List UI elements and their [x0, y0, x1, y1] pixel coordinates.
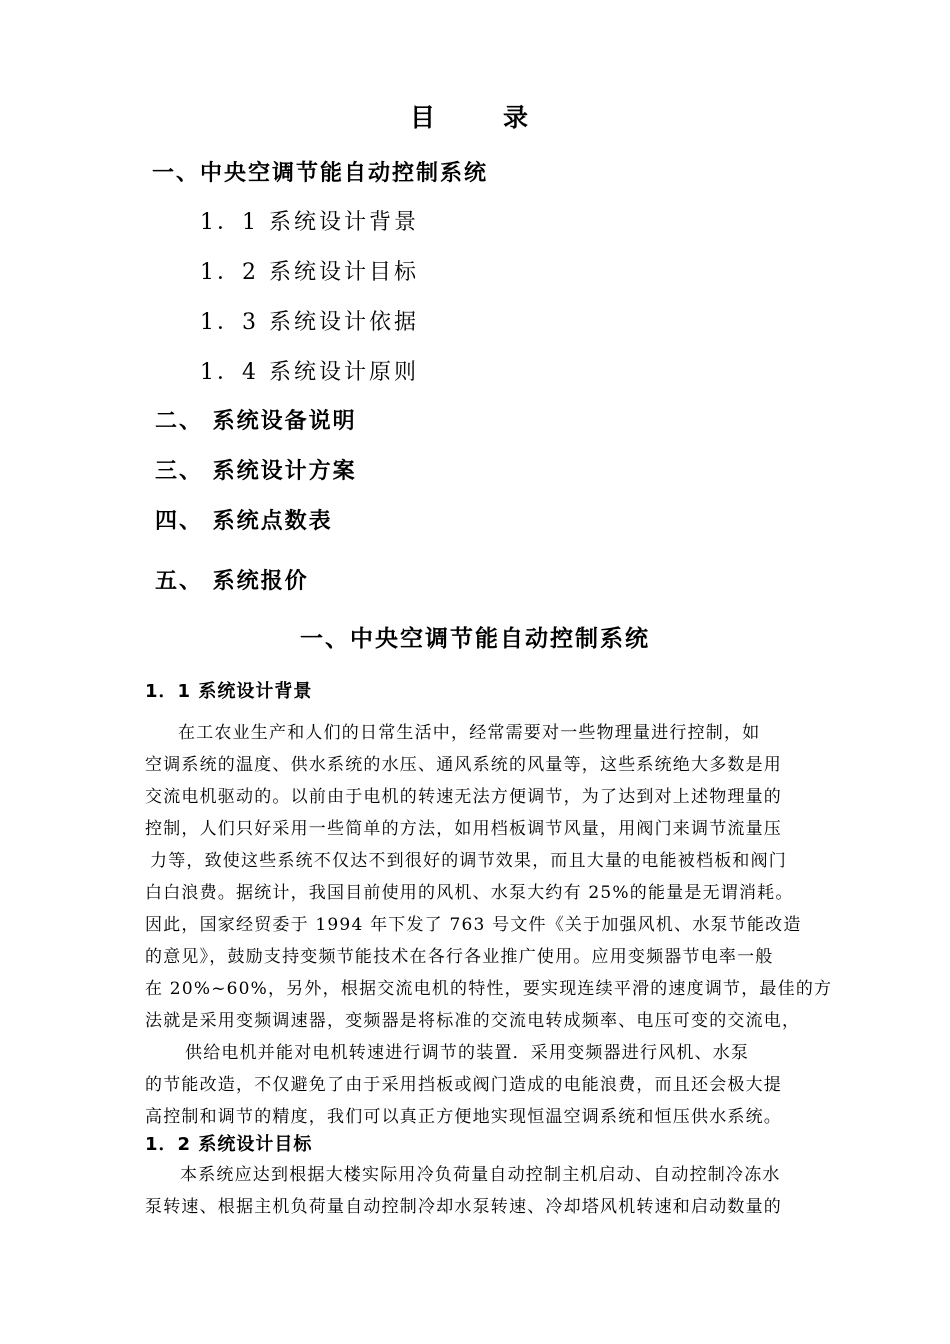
- toc-item-chapter-3: 三、 系统设计方案: [155, 459, 357, 484]
- paragraph-line: 控制，人们只好采用一些简单的方法，如用档板调节风量，用阀门来调节流量压: [145, 819, 782, 839]
- paragraph-line: 交流电机驱动的。以前由于电机的转速无法方便调节，为了达到对上述物理量的: [145, 787, 782, 807]
- paragraph-line: 的节能改造，不仅避免了由于采用挡板或阀门造成的电能浪费，而且还会极大提: [145, 1075, 782, 1095]
- paragraph-line: 本系统应达到根据大楼实际用冷负荷量自动控制主机启动、自动控制冷冻水: [180, 1165, 781, 1185]
- toc-item-1-2: 1．2 系统设计目标: [200, 260, 419, 285]
- paragraph-line: 白白浪费。据统计，我国目前使用的风机、水泵大约有 25%的能量是无谓消耗。: [145, 883, 794, 903]
- toc-item-1-3: 1．3 系统设计依据: [200, 310, 419, 335]
- paragraph-line: 在工农业生产和人们的日常生活中，经常需要对一些物理量进行控制，如: [178, 723, 761, 743]
- subsection-title-1-2: 1．2 系统设计目标: [145, 1134, 313, 1155]
- paragraph-line: 法就是采用变频调速器，变频器是将标准的交流电转成频率、电压可变的交流电，: [145, 1011, 801, 1031]
- paragraph-line: 泵转速、根据主机负荷量自动控制冷却水泵转速、冷却塔风机转速和启动数量的: [145, 1197, 782, 1217]
- paragraph-line: 力等，致使这些系统不仅达不到很好的调节效果，而且大量的电能被档板和阀门: [150, 851, 787, 871]
- paragraph-line: 供给电机并能对电机转速进行调节的装置．采用变频器进行风机、水泵: [185, 1043, 750, 1063]
- toc-title: 目录: [410, 103, 597, 132]
- toc-item-chapter-4: 四、 系统点数表: [155, 509, 333, 534]
- toc-item-chapter-1: 一、中央空调节能自动控制系统: [152, 161, 489, 186]
- paragraph-line: 的意见》，鼓励支持变频节能技术在各行各业推广使用。应用变频器节电率一般: [145, 947, 774, 967]
- paragraph-line: 在 20%~60%，另外，根据交流电机的特性，要实现连续平滑的速度调节，最佳的方: [145, 979, 833, 999]
- toc-item-1-1: 1．1 系统设计背景: [200, 210, 419, 235]
- subsection-title-1-1: 1．1 系统设计背景: [145, 681, 313, 702]
- toc-item-chapter-5: 五、 系统报价: [155, 569, 309, 594]
- toc-item-1-4: 1．4 系统设计原则: [200, 360, 419, 385]
- section-title: 一、中央空调节能自动控制系统: [300, 626, 650, 652]
- paragraph-line: 高控制和调节的精度，我们可以真正方便地实现恒温空调系统和恒压供水系统。: [145, 1107, 782, 1127]
- paragraph-line: 因此，国家经贸委于 1994 年下发了 763 号文件《关于加强风机、水泵节能改造: [145, 915, 802, 935]
- paragraph-line: 空调系统的温度、供水系统的水压、通风系统的风量等，这些系统绝大多数是用: [145, 755, 782, 775]
- toc-item-chapter-2: 二、 系统设备说明: [155, 409, 357, 434]
